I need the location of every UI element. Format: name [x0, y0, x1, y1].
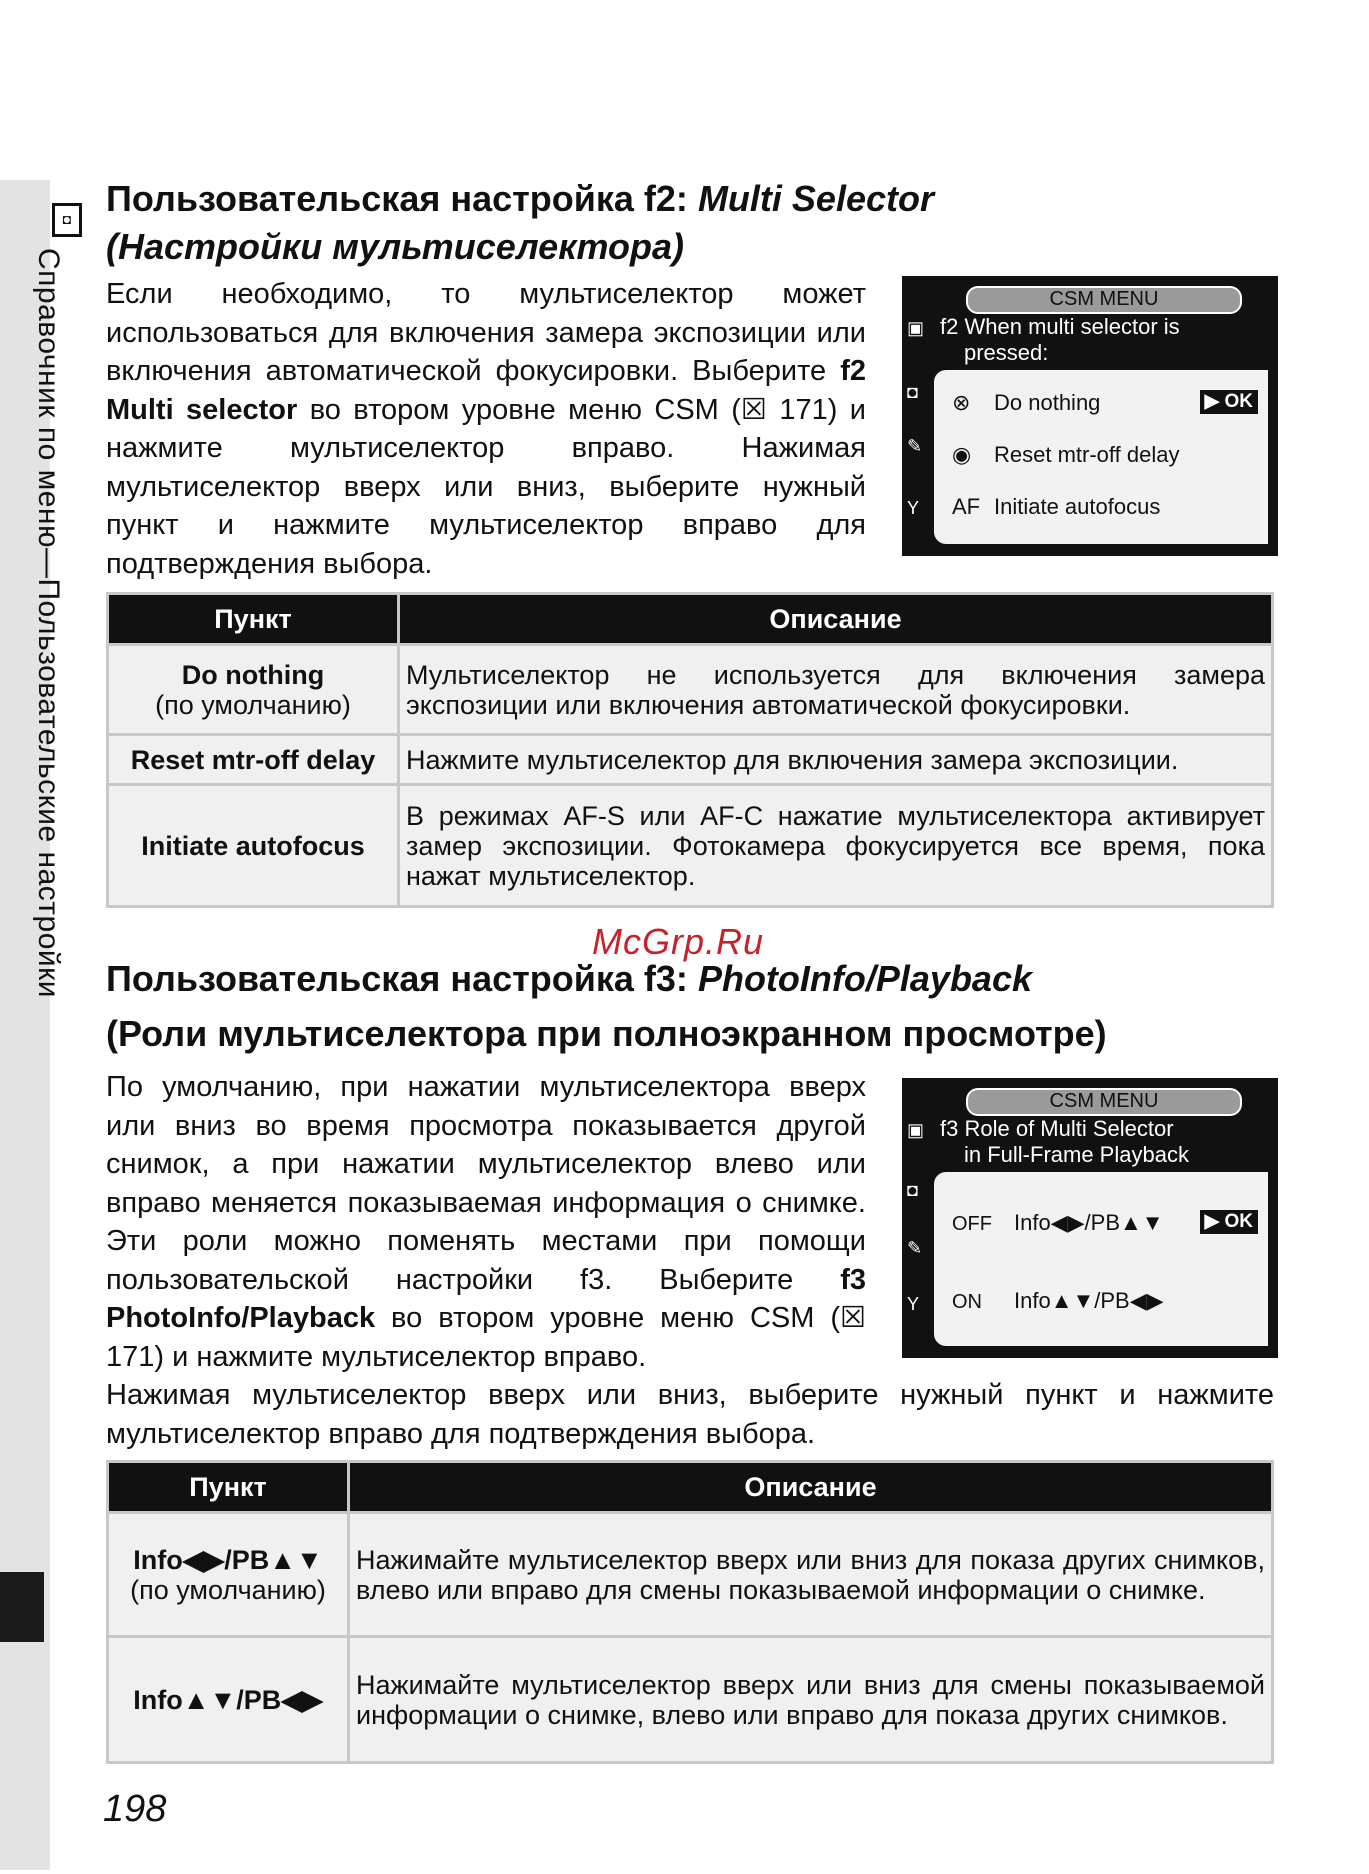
table-row — [108, 645, 1273, 735]
setup-tab-icon: Y — [907, 1294, 920, 1314]
table-header-row — [108, 1462, 1273, 1513]
page-ref-icon: ☒ — [840, 1302, 866, 1334]
table-cell-item: Reset mtr-off delay — [108, 735, 399, 785]
col-header-desc: Описание — [349, 1462, 1273, 1513]
table-row — [108, 785, 1273, 907]
ok-indicator: ▶ OK — [1200, 1210, 1258, 1234]
page-number: 198 — [103, 1788, 167, 1830]
lcd-menu-tabs — [904, 278, 926, 554]
do-nothing-icon: ⊗ — [952, 390, 971, 415]
lcd-subtitle: f2 When multi selector is — [940, 314, 1180, 339]
off-label: OFF — [952, 1213, 992, 1235]
lcd-screen-f3 — [902, 1078, 1278, 1358]
lcd-title: CSM MENU — [966, 286, 1242, 314]
col-header-desc: Описание — [399, 594, 1273, 645]
section2-paragraph-2: Нажимая мультиселектор вверх или вниз, выберите нужный пункт и нажмите мультиселектор вправо для подтверждения выбора. — [106, 1379, 1274, 1450]
table-header-row — [108, 594, 1273, 645]
on-label: ON — [952, 1291, 982, 1313]
side-section-label: Справочник по меню—Пользовательские настройки — [32, 248, 65, 999]
lcd-menu-tabs — [904, 1080, 926, 1356]
lcd-option-af[interactable]: AF Initiate autofocus — [952, 492, 1262, 522]
shooting-tab-icon: ◘ — [907, 1180, 918, 1200]
csm-tab-icon: ✎ — [907, 1238, 923, 1258]
lcd-title: CSM MENU — [966, 1088, 1242, 1116]
table-cell-desc: Нажмите мультиселектор для включения замера экспозиции. — [399, 735, 1273, 785]
section1-heading: Пользовательская настройка f2: Multi Selector — [106, 178, 934, 219]
shooting-tab-icon: ◘ — [907, 382, 918, 402]
lcd-subtitle-2: in Full-Frame Playback — [964, 1142, 1189, 1167]
playback-tab-icon: ▣ — [907, 318, 925, 338]
section2-subheading: (Роли мультиселектора при полноэкранном просмотре) — [106, 1013, 1107, 1054]
table-cell-desc: Мультиселектор не используется для включения замера экспозиции или включения автоматической фокусировки. — [399, 645, 1273, 735]
table-cell-desc: Нажимайте мультиселектор вверх или вниз для показа других снимков, влево или вправо для смены показываемой информации о снимке. — [349, 1513, 1273, 1637]
section1-table — [106, 592, 1274, 908]
table-cell-item: Info◀▶/PB▲▼ (по умолчанию) — [108, 1513, 349, 1637]
playback-tab-icon: ▣ — [907, 1120, 925, 1140]
section1-paragraph: Если необходимо, то мультиселектор может использоваться для включения замера экспозиции или включения автоматической фокусировки. Выберите f2 Multi selector во втором уровне меню CSM (☒ 171) и нажмите мультиселектор вправо. Нажимая мультиселектор вверх или вниз, выберите нужный пункт и нажмите мультиселектор вправо для подтверждения выбора. — [106, 278, 867, 580]
lcd-subtitle: f3 Role of Multi Selector — [940, 1116, 1174, 1141]
thumb-tab — [0, 1572, 44, 1642]
lcd-options-panel — [934, 1172, 1268, 1346]
table-cell-item: Do nothing (по умолчанию) — [108, 645, 399, 735]
watermark: McGrp.Ru — [592, 921, 765, 962]
metering-icon: ◉ — [952, 442, 972, 467]
lcd-subtitle-2: pressed: — [964, 340, 1049, 365]
table-cell-desc: Нажимайте мультиселектор вверх или вниз для смены показываемой информации о снимке, влево или вправо для показа других снимков. — [349, 1637, 1273, 1763]
csm-tab-icon: ✎ — [907, 436, 923, 456]
table-cell-desc: В режимах AF-S или AF-C нажатие мультиселектора активирует замер экспозиции. Фотокамера фокусируется все время, пока нажат мультиселектор. — [399, 785, 1273, 907]
page-ref-icon: ☒ — [740, 393, 767, 426]
lcd-option-do-nothing[interactable]: ⊗ Do nothing ▶ OK — [952, 388, 1262, 418]
table-row — [108, 1637, 1273, 1763]
lcd-option-reset[interactable]: ◉ Reset mtr-off delay — [952, 440, 1262, 470]
col-header-item: Пункт — [108, 1462, 349, 1513]
ok-indicator: ▶ OK — [1200, 390, 1258, 414]
col-header-item: Пункт — [108, 594, 399, 645]
section2-heading: Пользовательская настройка f3: PhotoInfo/Playback — [106, 958, 1032, 999]
table-cell-item: Initiate autofocus — [108, 785, 399, 907]
camera-icon: ◘ — [52, 203, 82, 237]
lcd-options-panel — [934, 370, 1268, 544]
table-row — [108, 1513, 1273, 1637]
section2-paragraph: По умолчанию, при нажатии мультиселектора вверх или вниз во время просмотра показывается другой снимок, а при нажатии мультиселектор влево или вправо меняется показываемая информация о снимке. Эти роли можно поменять местами при помощи пользовательской настройки f3. Выберите f3 PhotoInfo/Playback во втором уровне меню CSM (☒ 171) и нажмите мультиселектор вправо. — [106, 1071, 866, 1373]
table-cell-item: Info▲▼/PB◀▶ — [108, 1637, 349, 1763]
lcd-screen-f2 — [902, 276, 1278, 556]
lcd-option-on[interactable]: ON Info▲▼/PB◀▶ — [952, 1286, 1262, 1316]
setup-tab-icon: Y — [907, 498, 920, 518]
table-row — [108, 735, 1273, 785]
section1-subheading: (Настройки мультиселектора) — [106, 226, 684, 267]
lcd-option-off[interactable]: OFF Info◀▶/PB▲▼ ▶ OK — [952, 1208, 1262, 1238]
af-icon: AF — [952, 494, 981, 519]
section2-table — [106, 1460, 1274, 1764]
